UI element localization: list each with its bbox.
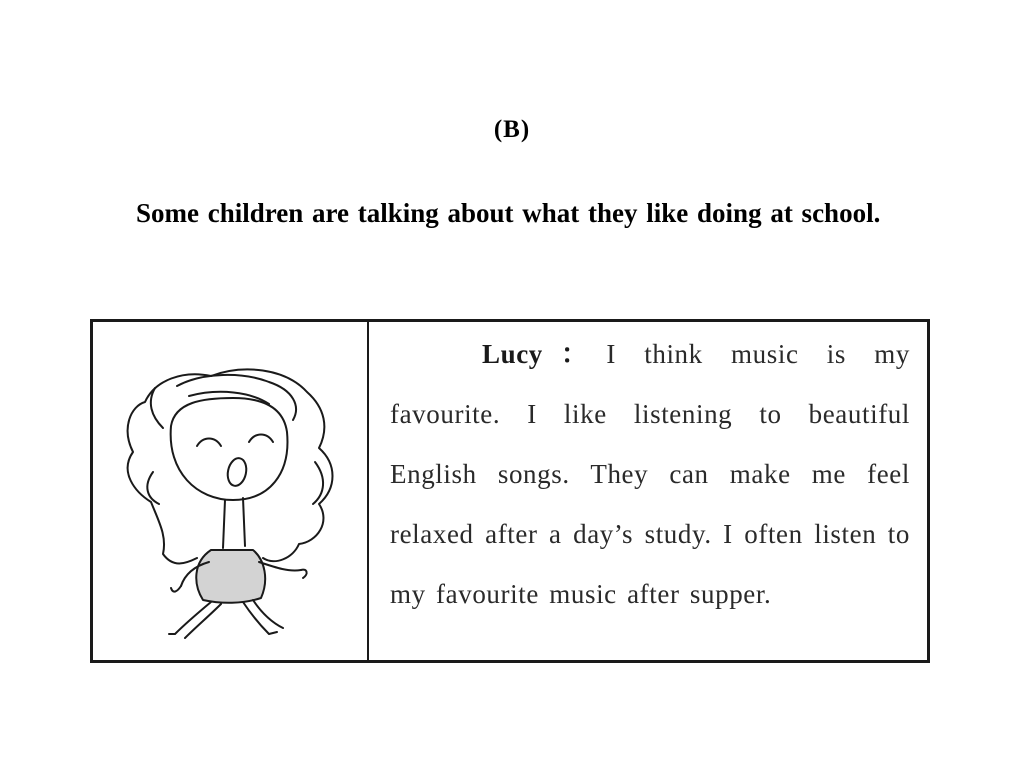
text-cell: [369, 322, 927, 660]
speaker-name: Lucy: [482, 339, 543, 369]
girl-illustration-icon: [93, 322, 365, 660]
reading-panel: [90, 319, 930, 663]
speaker-separator: ：: [542, 339, 607, 369]
passage-text: I think music is my favourite. I like listening to beautiful English songs. They can make me feel relaxed after a day’s study. I often listen to my favourite music after supper.: [390, 339, 910, 609]
illustration-cell: [93, 322, 369, 660]
section-label: (B): [493, 116, 531, 143]
intro-sentence: Some children are talking about what they like doing at school.: [136, 198, 881, 228]
lucy-passage: [390, 324, 910, 624]
